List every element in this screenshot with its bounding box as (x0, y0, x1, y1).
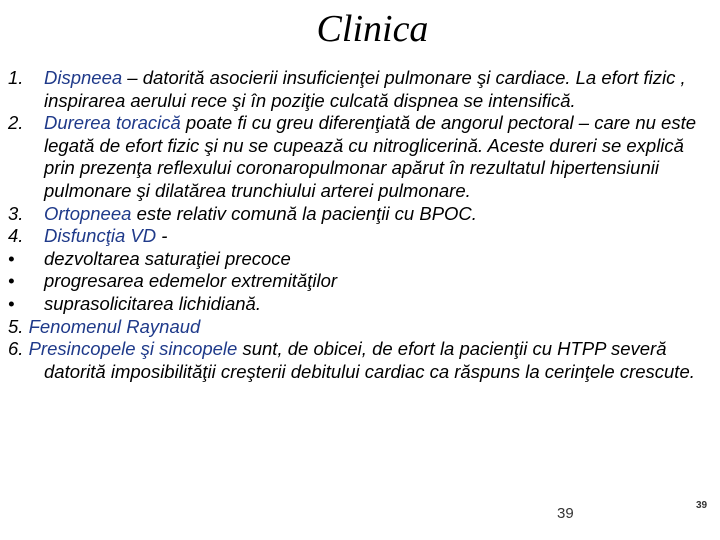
list-item-3 (8, 203, 716, 226)
symptom-list (8, 67, 716, 383)
item-number: 4. (8, 225, 24, 247)
bullet-item (8, 293, 716, 316)
item-heading: Durerea toracică (44, 112, 181, 134)
item-number: 1. (8, 67, 24, 88)
slide-title: Clinica (316, 8, 429, 50)
bullet-icon: • (8, 247, 15, 269)
item-heading: Disfuncţia VD (44, 225, 157, 247)
item-text: este relativ comună la pacienţii cu BPOC. (131, 202, 477, 224)
list-item-6 (8, 338, 716, 383)
bullet-text: suprasolicitarea lichidiană. (44, 292, 261, 314)
list-item-5 (8, 316, 716, 339)
list-item-2 (8, 112, 716, 202)
item-number: 6. (8, 338, 24, 360)
item-heading: Fenomenul Raynaud (28, 315, 201, 337)
bullet-icon: • (8, 270, 15, 292)
bullet-text: progresarea edemelor extremităţilor (44, 270, 338, 292)
item-text: poate fi cu greu diferenţiată de angorul pectoral – care nu este legată de efort fizic şi nu se cupează cu nitroglicerină. Aceste dureri se explică prin prezenţa reflexului coronaropulmonar apărut în rezultatul hipertensiunii pulmonare şi dilatărea trunchiului arterei pulmonare. (44, 112, 697, 201)
item-heading: Presincopele şi sincopele (28, 338, 238, 360)
list-item-4 (8, 225, 716, 248)
item-number: 3. (8, 202, 24, 224)
item-number: 2. (8, 112, 24, 134)
item-number: 5. (8, 315, 24, 337)
slide-number: 39 (696, 500, 708, 511)
page-number: 39 (557, 505, 574, 522)
bullet-text: dezvoltarea saturaţiei precoce (44, 247, 291, 269)
item-heading: Ortopneea (44, 202, 132, 224)
item-text: – datorită asocierii insuficienţei pulmonare şi cardiace. La efort fizic , inspirarea aerului rece şi în poziţie culcată dispnea se intensifică. (44, 67, 686, 111)
bullet-item (8, 248, 716, 271)
list-item-1 (8, 67, 716, 112)
bullet-icon: • (8, 292, 15, 314)
item-heading: Dispneea (44, 67, 123, 88)
bullet-item (8, 270, 716, 293)
item-text: sunt, de obicei, de efort la pacienţii cu HTPP severă datorită imposibilităţii creşterii debitului cardiac ca răspuns la cerinţele crescute. (44, 338, 695, 382)
item-text: - (156, 225, 168, 247)
